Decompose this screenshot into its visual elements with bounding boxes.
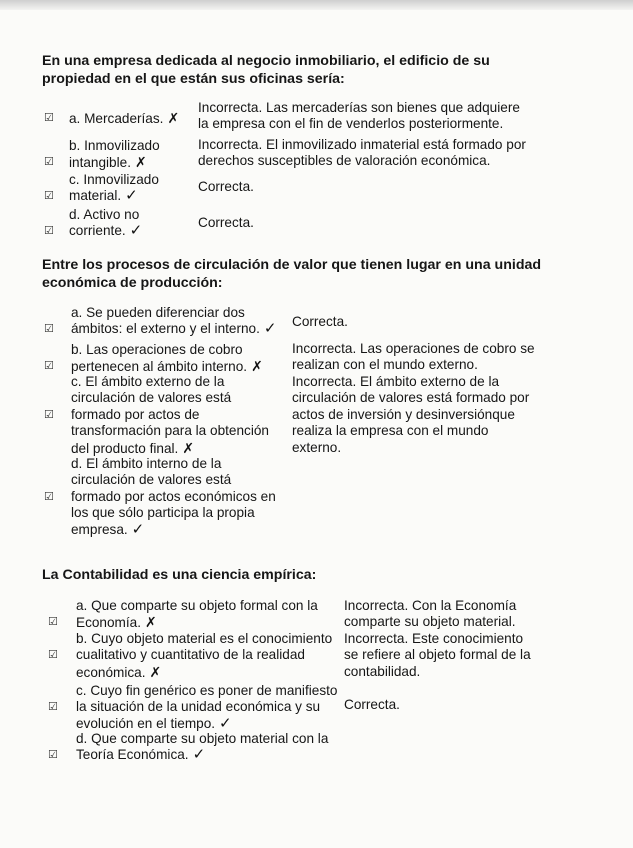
- q1-option-c-line: material. ✓: [69, 187, 138, 205]
- q2-option-b-text: [71, 342, 263, 376]
- q2-option-c-text: [71, 374, 269, 457]
- q2-option-c-feedback-line: externo.: [292, 439, 342, 455]
- q2-option-d-line: formado por actos económicos en: [71, 488, 276, 504]
- q3-option-b-feedback-line: contabilidad.: [344, 663, 421, 679]
- cross-mark-icon: ✗: [134, 154, 147, 171]
- q2-option-a-checkbox[interactable]: ☑: [44, 323, 54, 336]
- q2-option-d-checkbox[interactable]: ☑: [44, 490, 54, 503]
- q2-option-a-feedback: [292, 314, 348, 330]
- q3-option-d-checkbox[interactable]: ☑: [48, 749, 58, 762]
- q2-option-c-line: del producto final. ✗: [71, 439, 195, 456]
- q3-option-a-checkbox[interactable]: ☑: [48, 616, 58, 629]
- q3-option-b-line: b. Cuyo objeto material es el conocimiento: [76, 631, 333, 646]
- q2-option-c-feedback-line: realiza la empresa con el mundo: [292, 423, 489, 439]
- q3-option-c-checkbox[interactable]: ☑: [48, 701, 58, 714]
- q2-option-c-line: formado por actos de: [71, 406, 200, 422]
- q1-option-c-feedback-line: Correcta.: [198, 179, 254, 194]
- q2-option-c-checkbox[interactable]: ☑: [44, 408, 54, 421]
- check-mark-icon: ✓: [263, 320, 277, 338]
- q1-option-a-feedback-line: la empresa con el fin de venderlos posteriormente.: [198, 116, 504, 132]
- q3-option-b-line: económica. ✗: [76, 663, 162, 680]
- q3-option-a-line: a. Que comparte su objeto formal con la: [76, 598, 318, 613]
- q3-option-b-feedback: [344, 631, 531, 680]
- q3-option-a-text: [76, 598, 318, 632]
- q1-option-c-line: c. Inmovilizado: [69, 172, 159, 187]
- q2-option-c-line: transformación para la obtención: [71, 423, 269, 439]
- q1-option-a-checkbox[interactable]: ☑: [44, 112, 54, 124]
- q3-option-b-feedback-line: se refiere al objeto formal de la: [344, 647, 531, 663]
- q1-option-a-feedback-line: Incorrecta. Las mercaderías son bienes que adquiere: [198, 100, 520, 115]
- q3-option-b-checkbox[interactable]: ☑: [48, 649, 58, 662]
- q3-option-c-line: evolución en el tiempo. ✓: [76, 714, 232, 732]
- q3-option-d-text: [76, 731, 328, 764]
- q3-option-a-feedback-line: comparte su objeto material.: [344, 614, 516, 630]
- q2-option-a-text: [71, 305, 276, 338]
- q2-option-c-feedback-line: Incorrecta. El ámbito externo de la: [292, 374, 500, 389]
- q2-option-b-line: pertenecen al ámbito interno. ✗: [71, 358, 263, 375]
- q2-option-b-line: b. Las operaciones de cobro: [71, 342, 243, 357]
- q1-option-a-feedback: [198, 100, 520, 133]
- q1-option-b-feedback-line: Incorrecta. El inmovilizado inmaterial está formado por: [198, 137, 526, 152]
- check-mark-icon: ✓: [129, 222, 143, 240]
- q1-option-c-text: [69, 172, 159, 205]
- q1-option-b-checkbox[interactable]: ☑: [44, 156, 54, 169]
- q2-option-d-line: los que sólo participa la propia: [71, 505, 255, 521]
- question-1-text: En una empresa dedicada al negocio inmobiliario, el edificio de su propiedad en el que están sus oficinas sería:: [42, 53, 490, 87]
- cross-mark-icon: ✗: [251, 358, 263, 375]
- q3-option-c-feedback-line: Correcta.: [344, 697, 400, 712]
- q1-option-d-checkbox[interactable]: ☑: [44, 225, 54, 238]
- q2-option-b-feedback-line: realizan con el mundo externo.: [292, 357, 478, 373]
- check-mark-icon: ✓: [192, 746, 206, 764]
- q3-option-b-line: cualitativo y cuantitativo de la realidad: [76, 647, 305, 663]
- q2-option-a-line: ámbitos: el externo y el interno. ✓: [71, 320, 277, 338]
- q2-option-d-text: [71, 456, 276, 538]
- q1-option-a-line: a. Mercaderías. ✗: [69, 110, 180, 126]
- q3-option-c-text: [76, 683, 337, 732]
- check-mark-icon: ✓: [131, 520, 145, 538]
- q1-option-d-feedback: [198, 215, 254, 231]
- question-3-text: La Contabilidad es una ciencia empírica:: [42, 567, 317, 583]
- q2-option-d-line: d. El ámbito interno de la: [71, 456, 222, 471]
- q1-option-b-feedback: [198, 137, 526, 170]
- q1-option-b-line: intangible. ✗: [69, 154, 147, 171]
- check-mark-icon: ✓: [219, 714, 232, 732]
- q1-option-d-text: [69, 207, 142, 240]
- q1-option-d-line: d. Activo no: [69, 207, 140, 222]
- q2-option-a-line: a. Se pueden diferenciar dos: [71, 305, 245, 320]
- q2-option-b-feedback: [292, 341, 535, 374]
- q2-option-b-feedback-line: Incorrecta. Las operaciones de cobro se: [292, 341, 535, 356]
- cross-mark-icon: ✗: [167, 110, 180, 126]
- scan-edge: [0, 0, 633, 10]
- q2-option-a-feedback-line: Correcta.: [292, 314, 348, 329]
- q1-option-d-feedback-line: Correcta.: [198, 215, 254, 230]
- q1-option-d-line: corriente. ✓: [69, 222, 143, 240]
- q2-option-c-line: c. El ámbito externo de la: [71, 374, 225, 389]
- q3-option-b-text: [76, 631, 332, 681]
- question-2-text: Entre los procesos de circulación de valor que tienen lugar en una unidad económica de producción:: [42, 257, 542, 291]
- q1-option-c-checkbox[interactable]: ☑: [44, 190, 54, 203]
- q3-option-a-feedback-line: Incorrecta. Con la Economía: [344, 598, 517, 613]
- q1-option-b-line: b. Inmovilizado: [69, 138, 160, 153]
- q1-option-b-text: [69, 138, 160, 172]
- q1-option-b-feedback-line: derechos susceptibles de valoración económica.: [198, 153, 491, 169]
- q3-option-c-line: la situación de la unidad económica y su: [76, 699, 321, 715]
- q1-option-c-feedback: [198, 179, 254, 195]
- q2-option-c-line: circulación de valores está: [71, 390, 232, 406]
- q3-option-a-feedback: [344, 598, 516, 631]
- q2-option-d-line: empresa. ✓: [71, 520, 145, 538]
- q2-option-c-feedback-line: actos de inversión y desinversiónque: [292, 406, 515, 422]
- cross-mark-icon: ✗: [144, 614, 157, 631]
- q3-option-b-feedback-line: Incorrecta. Este conocimiento: [344, 631, 524, 646]
- q2-option-d-line: circulación de valores está: [71, 472, 232, 488]
- q3-option-c-feedback: [344, 697, 400, 713]
- check-mark-icon: ✓: [125, 187, 138, 205]
- q2-option-c-feedback-line: circulación de valores está formado por: [292, 390, 530, 406]
- cross-mark-icon: ✗: [182, 439, 195, 456]
- q2-option-c-feedback: [292, 374, 529, 456]
- q3-option-c-line: c. Cuyo fin genérico es poner de manifiesto: [76, 683, 338, 698]
- cross-mark-icon: ✗: [149, 663, 162, 680]
- q1-option-a-text: [69, 110, 179, 127]
- q3-option-d-line: d. Que comparte su objeto material con la: [76, 731, 329, 746]
- q3-option-a-line: Economía. ✗: [76, 614, 157, 631]
- q3-option-d-line: Teoría Económica. ✓: [76, 746, 206, 764]
- q2-option-b-checkbox[interactable]: ☑: [44, 360, 54, 373]
